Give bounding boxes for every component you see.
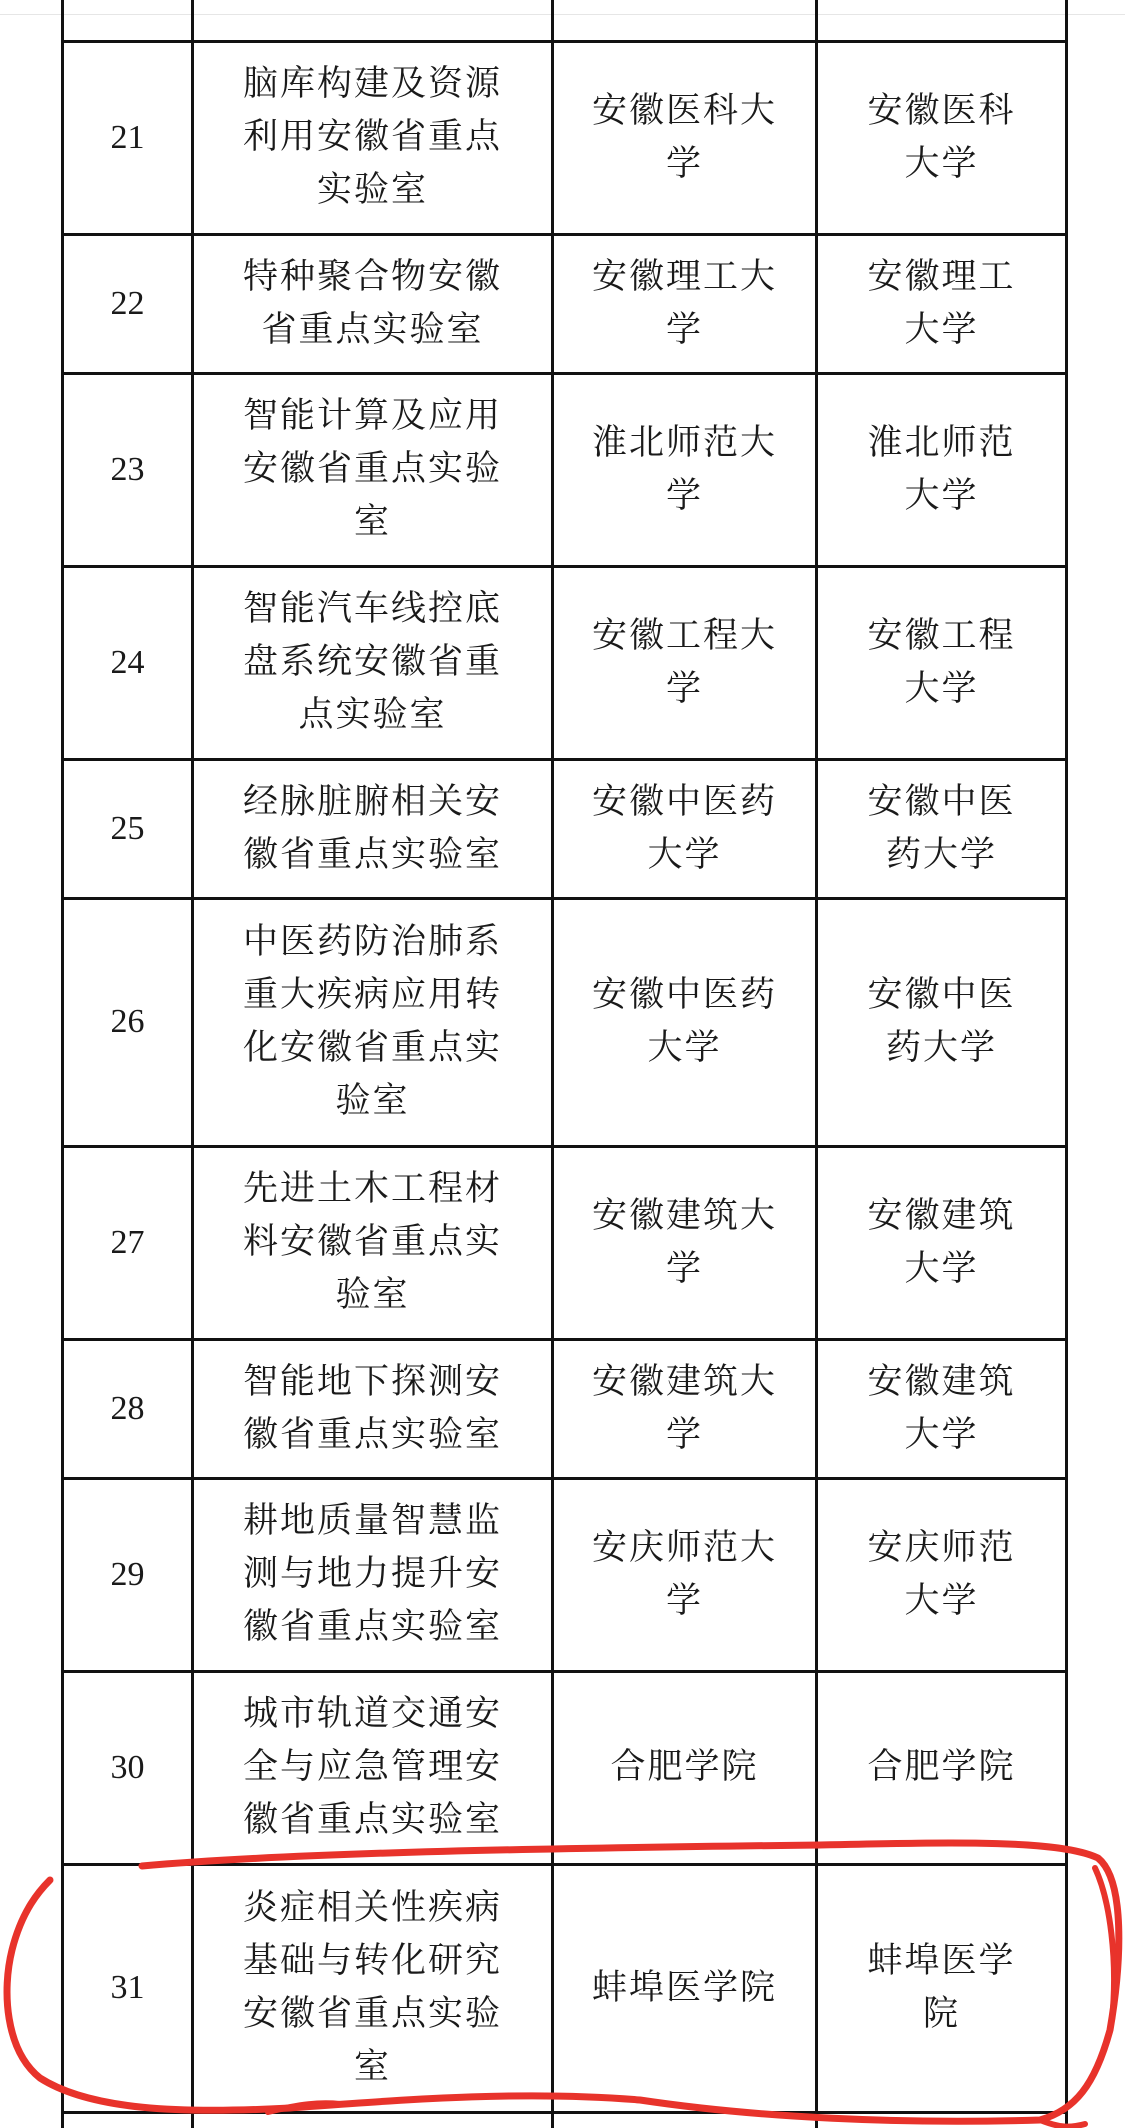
supervising-unit: 安徽工程大学 [817,566,1067,759]
supervising-unit: 安徽中医药大学 [817,898,1067,1146]
supervising-unit: 安徽中医药大学 [817,759,1067,898]
table-row [63,759,1067,898]
row-number: 30 [63,1671,193,1864]
host-unit: 安徽建筑大学 [553,1339,817,1478]
host-unit: 安庆师范大学 [553,1478,817,1671]
lab-name: 耕地质量智慧监测与地力提升安徽省重点实验室 [193,1478,553,1671]
row-number: 22 [63,234,193,373]
supervising-unit: 合肥学院 [817,1671,1067,1864]
lab-name: 脑库构建及资源利用安徽省重点实验室 [193,41,553,234]
table-row [63,373,1067,566]
table-cell-empty [553,2112,817,2128]
table-row [63,1671,1067,1864]
table-cell-empty [193,2112,553,2128]
supervising-unit: 淮北师范大学 [817,373,1067,566]
lab-name: 经脉脏腑相关安徽省重点实验室 [193,759,553,898]
supervising-unit: 安徽建筑大学 [817,1146,1067,1339]
row-number: 29 [63,1478,193,1671]
host-unit: 安徽建筑大学 [553,1146,817,1339]
row-number: 21 [63,41,193,234]
lab-name: 智能汽车线控底盘系统安徽省重点实验室 [193,566,553,759]
table-row [63,1478,1067,1671]
host-unit: 安徽医科大学 [553,41,817,234]
row-number: 26 [63,898,193,1146]
row-number: 27 [63,1146,193,1339]
lab-name: 智能地下探测安徽省重点实验室 [193,1339,553,1478]
lab-name: 城市轨道交通安全与应急管理安徽省重点实验室 [193,1671,553,1864]
host-unit: 淮北师范大学 [553,373,817,566]
table-row [63,1339,1067,1478]
row-number: 31 [63,1864,193,2112]
supervising-unit: 安徽理工大学 [817,234,1067,373]
table-row-partial-top [63,0,1067,41]
table-row [63,1146,1067,1339]
supervising-unit: 安庆师范大学 [817,1478,1067,1671]
table-row [63,1864,1067,2112]
supervising-unit: 蚌埠医学院 [817,1864,1067,2112]
host-unit: 安徽理工大学 [553,234,817,373]
lab-name: 先进土木工程材料安徽省重点实验室 [193,1146,553,1339]
table-row [63,566,1067,759]
host-unit: 蚌埠医学院 [553,1864,817,2112]
table-row [63,898,1067,1146]
table-row [63,234,1067,373]
supervising-unit: 安徽医科大学 [817,41,1067,234]
row-number: 25 [63,759,193,898]
host-unit: 安徽中医药大学 [553,759,817,898]
lab-table [61,0,1068,2128]
supervising-unit: 安徽建筑大学 [817,1339,1067,1478]
host-unit: 合肥学院 [553,1671,817,1864]
row-number: 28 [63,1339,193,1478]
table-row-partial-bottom [63,2112,1067,2128]
host-unit: 安徽中医药大学 [553,898,817,1146]
lab-name: 特种聚合物安徽省重点实验室 [193,234,553,373]
row-number: 24 [63,566,193,759]
host-unit: 安徽工程大学 [553,566,817,759]
table-cell-empty [193,0,553,41]
table-cell-empty [553,0,817,41]
table-cell-empty [817,2112,1067,2128]
row-number: 23 [63,373,193,566]
lab-name: 炎症相关性疾病基础与转化研究安徽省重点实验室 [193,1864,553,2112]
table-cell-empty [63,2112,193,2128]
table-cell-empty [63,0,193,41]
lab-name: 智能计算及应用安徽省重点实验室 [193,373,553,566]
table-cell-empty [817,0,1067,41]
lab-name: 中医药防治肺系重大疾病应用转化安徽省重点实验室 [193,898,553,1146]
table-row [63,41,1067,234]
